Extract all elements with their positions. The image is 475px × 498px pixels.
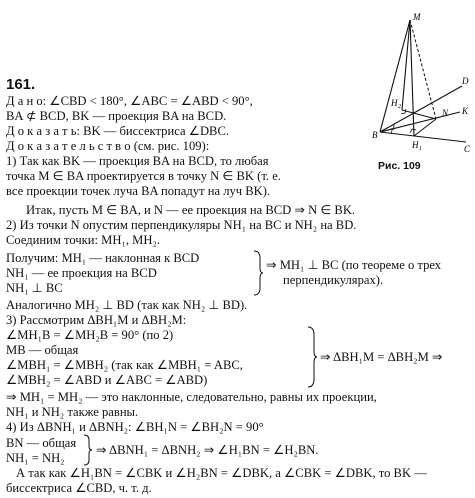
figure-svg bbox=[358, 6, 473, 156]
brace-step2 bbox=[252, 250, 264, 296]
step1-line-2: точка M ∈ BA проектируется в точку N ∈ BK (т. е. bbox=[6, 169, 281, 183]
problem-number: 161. bbox=[6, 76, 36, 93]
step3-sys-line-3: ∠MBH₁ = ∠MBH₂ (так как ∠MBH₁ = ABC, bbox=[6, 358, 243, 372]
step4-sys-line-2: NH₁ = NH₂ bbox=[6, 451, 65, 465]
step3-sys-line-4: ∠MBH₂ = ∠ABD и ∠ABC = ∠ABD) bbox=[6, 373, 208, 387]
label-m: M bbox=[413, 12, 421, 22]
step3-line-6: NH₁ и NH₂ также равны. bbox=[6, 405, 139, 419]
step2-sys-line-1: Получим: MH₁ — наклонная к BCD bbox=[6, 251, 200, 265]
segment-mn bbox=[410, 20, 436, 119]
step2-line-1: 2) Из точки N опустим перпендикуляры NH₁ на BC и NH₂ на BD. bbox=[6, 218, 357, 232]
right-angle-h1 bbox=[410, 129, 416, 133]
label-n: N bbox=[442, 108, 449, 118]
label-h2-sub: 2 bbox=[398, 104, 401, 110]
final-line-1: А так как ∠H₁BN = ∠CBK и ∠H₂BN = ∠DBK, а ∠CBK = ∠DBK, то BK — bbox=[16, 466, 427, 480]
ray-bc bbox=[380, 132, 466, 142]
step1-line-4: Итак, пусть M ∈ BA, и N — ее проекция на BCD ⇒ N ∈ BK. bbox=[26, 203, 356, 217]
label-h1: H bbox=[412, 140, 419, 150]
segment-nh2 bbox=[402, 110, 436, 119]
label-h1-sub: 1 bbox=[419, 146, 422, 152]
step2-conclusion-1: ⇒ MH₁ ⊥ BC (по теореме о трех bbox=[266, 258, 442, 272]
segment-nh1 bbox=[414, 119, 436, 136]
given-line-2: BA ⊄ BCD, BK — проекция BA на BCD. bbox=[6, 109, 227, 123]
step4-line-1: 4) Из ΔBNH₁ и ΔBNH₂: ∠BH₁N = ∠BH₂N = 90° bbox=[6, 420, 264, 434]
segment-mh1 bbox=[410, 20, 414, 136]
step1-line-1: 1) Так как BK — проекция BA на BCD, то любая bbox=[6, 154, 269, 168]
step2-sys-line-3: NH₁ ⊥ BC bbox=[6, 281, 63, 295]
label-h2: H bbox=[391, 98, 398, 108]
step3-sys-line-1: ∠MH₁B = ∠MH₂B = 90° (по 2) bbox=[6, 328, 174, 342]
figure-caption: Рис. 109 bbox=[378, 160, 421, 172]
step1-line-3: все проекции точек луча BA попадут на луч BK). bbox=[6, 184, 271, 198]
ray-bd bbox=[380, 86, 462, 132]
step2-sys-line-2: NH₁ — ее проекция на BCD bbox=[6, 266, 157, 280]
final-line-2: биссектриса ∠CBD, ч. т. д. bbox=[6, 481, 152, 495]
given-line-1: Д а н о: ∠CBD < 180°, ∠ABC = ∠ABD < 90°, bbox=[6, 94, 253, 108]
label-d: D bbox=[462, 76, 469, 86]
brace-step3 bbox=[306, 326, 318, 388]
step4-sys-line-1: BN — общая bbox=[6, 436, 77, 450]
step2-analog: Аналогично MH₂ ⊥ BD (так как NH₂ ⊥ BD). bbox=[6, 298, 248, 312]
label-k: K bbox=[462, 106, 469, 116]
step2-line-2: Соединим точки: MH₁, MH₂. bbox=[6, 233, 160, 247]
brace-step4 bbox=[82, 434, 94, 466]
geometry-figure bbox=[358, 6, 473, 156]
step3-sys-line-2: MB — общая bbox=[6, 343, 79, 357]
to-prove-line: Д о к а з а т ь: BK — биссектриса ∠DBC. bbox=[6, 124, 230, 138]
step3-line-1: 3) Рассмотрим ΔBH₁M и ΔBH₂M: bbox=[6, 313, 187, 327]
label-b: B bbox=[372, 130, 378, 140]
step3-conclusion: ⇒ ΔBH₁M = ΔBH₂M ⇒ bbox=[320, 350, 443, 364]
step2-conclusion-2: перпендикулярах). bbox=[283, 273, 384, 287]
proof-heading: Д о к а з а т е л ь с т в о (см. рис. 109): bbox=[6, 139, 210, 153]
step4-conclusion: ⇒ ΔBNH₁ = ΔBNH₂ ⇒ ∠H₁BN = ∠H₂BN. bbox=[96, 443, 319, 457]
step3-line-5: ⇒ MH₁ = MH₂ — это наклонные, следовательно, равны их проекции, bbox=[6, 390, 377, 404]
label-c: C bbox=[464, 144, 471, 154]
